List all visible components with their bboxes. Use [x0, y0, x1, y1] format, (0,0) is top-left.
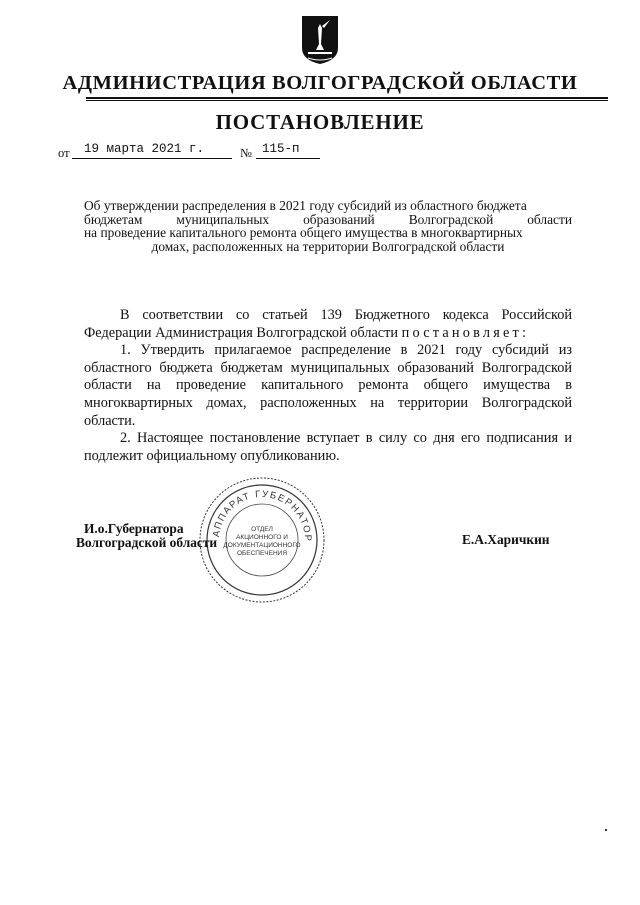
body-intro-verb: постановляет:: [401, 324, 530, 341]
seal-inner-line: АКЦИОННОГО И: [236, 534, 288, 541]
coat-of-arms-icon: [300, 14, 340, 66]
seal-inner-line: ДОКУМЕНТАЦИОННОГО: [223, 542, 301, 549]
body-item-1: 1. Утвердить прилагаемое распределение в 2021 году субсидий из областного бюджета бюджетам муниципальных образований Волгоградской области на проведение капитального ремонта общего имущества в многоквартирных домах, расположенных на территории Волгоградской области.: [84, 342, 572, 429]
signatory-name: Е.А.Харичкин: [462, 532, 550, 547]
signatory-title-line: Волгоградской области: [76, 535, 218, 550]
date-prefix-label: от: [58, 146, 70, 160]
body-intro-text: В соответствии со статьей 139 Бюджетного кодекса Российской Федерации Администрация Волгоградской области: [84, 307, 572, 341]
document-type-title: ПОСТАНОВЛЕНИЕ: [215, 110, 425, 134]
header-rule-thick: [86, 97, 608, 99]
header-rule-thin: [86, 100, 608, 101]
body-item-2: 2. Настоящее постановление вступает в силу со дня его подписания и подлежит официальному опубликованию.: [84, 430, 572, 464]
signatory-title-line: И.о.Губернатора: [84, 521, 184, 536]
subject-line: бюджетам муниципальных образований Волгоградской области: [84, 211, 572, 227]
subject-line: домах, расположенных на территории Волгоградской области: [151, 238, 505, 254]
subject-line: Об утверждении распределения в 2021 году субсидий из областного бюджета: [84, 198, 527, 213]
document-date: 19 марта 2021 г.: [84, 142, 205, 156]
seal-outer-text: АППАРАТ ГУБЕРНАТОР: [211, 488, 314, 543]
document-subject: [84, 199, 572, 253]
seal-inner-line: ОТДЕЛ: [251, 526, 273, 533]
scan-speck: [605, 829, 607, 831]
document-body: [84, 307, 572, 465]
document-number: 115-п: [262, 142, 300, 156]
number-label: №: [240, 146, 252, 160]
subject-line: на проведение капитального ремонта общего имущества в многоквартирных: [84, 225, 523, 240]
seal-inner-line: ОБЕСПЕЧЕНИЯ: [236, 550, 288, 557]
organization-name: АДМИНИСТРАЦИЯ ВОЛГОГРАДСКОЙ ОБЛАСТИ: [62, 72, 578, 94]
body-intro-paragraph: [84, 307, 572, 342]
